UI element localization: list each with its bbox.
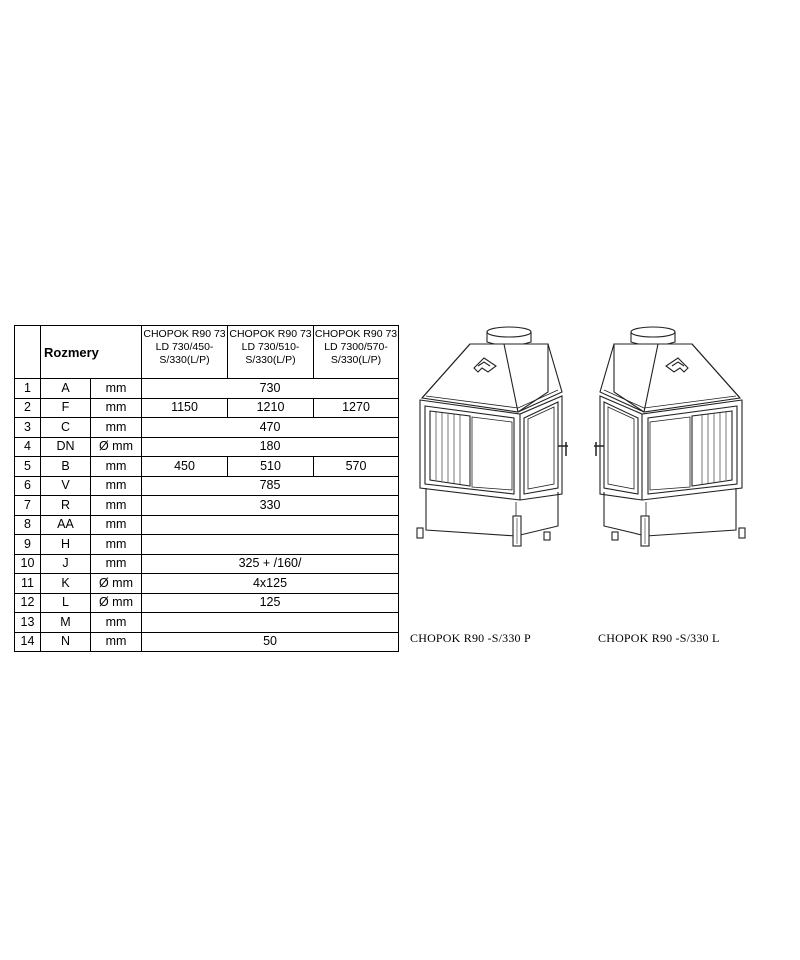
header-blank-cell — [15, 326, 41, 379]
row-value — [142, 535, 399, 555]
row-code: DN — [41, 437, 91, 457]
fireplace-drawing-p — [408, 322, 580, 552]
table-row — [15, 496, 399, 516]
table-row — [15, 632, 399, 652]
row-number: 14 — [15, 632, 41, 652]
model-header-3: CHOPOK R90 73 LD 7300/570-S/330(L/P) — [314, 326, 399, 379]
row-unit: mm — [91, 457, 142, 477]
row-value: 470 — [142, 418, 399, 438]
row-value: 450 — [142, 457, 228, 477]
row-value: 330 — [142, 496, 399, 516]
row-unit: mm — [91, 496, 142, 516]
row-number: 6 — [15, 476, 41, 496]
row-unit: mm — [91, 476, 142, 496]
table-row — [15, 574, 399, 594]
row-code: AA — [41, 515, 91, 535]
row-number: 13 — [15, 613, 41, 633]
table-row — [15, 418, 399, 438]
table-row — [15, 613, 399, 633]
row-unit: mm — [91, 418, 142, 438]
row-value: 1270 — [314, 398, 399, 418]
row-code: R — [41, 496, 91, 516]
table-row — [15, 457, 399, 477]
model-header-1: CHOPOK R90 73 LD 730/450-S/330(L/P) — [142, 326, 228, 379]
row-unit: mm — [91, 398, 142, 418]
row-number: 5 — [15, 457, 41, 477]
row-code: F — [41, 398, 91, 418]
row-number: 2 — [15, 398, 41, 418]
table-row — [15, 437, 399, 457]
header-label: Rozmery — [41, 326, 142, 379]
row-value: 1150 — [142, 398, 228, 418]
row-value: 1210 — [228, 398, 314, 418]
row-unit: Ø mm — [91, 593, 142, 613]
row-code: L — [41, 593, 91, 613]
row-code: K — [41, 574, 91, 594]
row-unit: mm — [91, 632, 142, 652]
row-unit: mm — [91, 554, 142, 574]
row-number: 12 — [15, 593, 41, 613]
row-code: A — [41, 379, 91, 399]
row-code: B — [41, 457, 91, 477]
row-code: N — [41, 632, 91, 652]
row-value: 570 — [314, 457, 399, 477]
row-value — [142, 515, 399, 535]
row-unit: Ø mm — [91, 574, 142, 594]
row-number: 9 — [15, 535, 41, 555]
row-number: 7 — [15, 496, 41, 516]
row-unit: mm — [91, 535, 142, 555]
row-unit: mm — [91, 515, 142, 535]
caption-p: CHOPOK R90 -S/330 P — [410, 631, 531, 645]
table-row — [15, 535, 399, 555]
table-header-row — [15, 326, 399, 379]
row-unit: mm — [91, 613, 142, 633]
row-code: V — [41, 476, 91, 496]
row-code: J — [41, 554, 91, 574]
row-code: H — [41, 535, 91, 555]
row-code: C — [41, 418, 91, 438]
row-number: 11 — [15, 574, 41, 594]
caption-l: CHOPOK R90 -S/330 L — [598, 631, 720, 645]
table-row — [15, 593, 399, 613]
row-value: 180 — [142, 437, 399, 457]
row-unit: mm — [91, 379, 142, 399]
row-code: M — [41, 613, 91, 633]
table-row — [15, 554, 399, 574]
row-number: 4 — [15, 437, 41, 457]
dimensions-table — [14, 325, 399, 652]
row-value: 785 — [142, 476, 399, 496]
row-value: 50 — [142, 632, 399, 652]
model-header-2: CHOPOK R90 73 LD 730/510-S/330(L/P) — [228, 326, 314, 379]
table-row — [15, 515, 399, 535]
row-number: 1 — [15, 379, 41, 399]
row-number: 3 — [15, 418, 41, 438]
row-value: 125 — [142, 593, 399, 613]
table-row — [15, 379, 399, 399]
row-number: 10 — [15, 554, 41, 574]
row-value: 325 + /160/ — [142, 554, 399, 574]
row-number: 8 — [15, 515, 41, 535]
fireplace-drawing-l — [582, 322, 754, 552]
row-value: 4x125 — [142, 574, 399, 594]
row-unit: Ø mm — [91, 437, 142, 457]
row-value — [142, 613, 399, 633]
row-value: 510 — [228, 457, 314, 477]
table-row — [15, 398, 399, 418]
row-value: 730 — [142, 379, 399, 399]
table-row — [15, 476, 399, 496]
